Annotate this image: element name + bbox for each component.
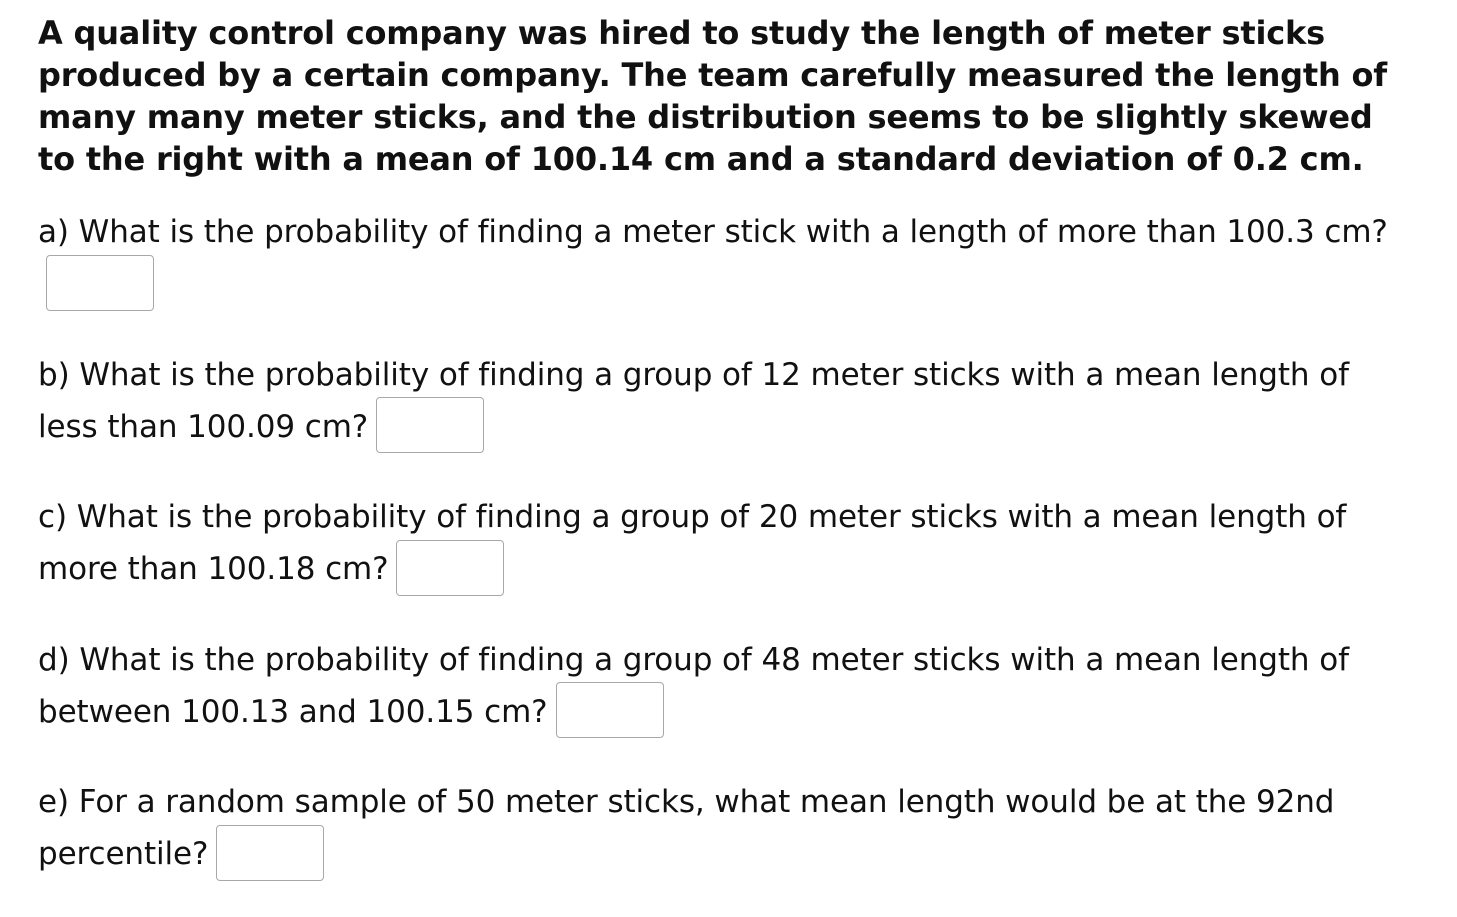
question-c [38, 491, 1417, 596]
question-c-text: c) What is the probability of finding a group of 20 meter sticks with a mean length of more than 100.18 cm? [38, 499, 1347, 587]
question-e [38, 776, 1417, 881]
question-b [38, 349, 1417, 454]
problem-statement: A quality control company was hired to study the length of meter sticks produced by a certain company. The team carefully measured the length of many many meter sticks, and the distribution seems to be slightly skewed to the right with a mean of 100.14 cm and a standard deviation of 0.2 cm. [38, 14, 1387, 178]
answer-c-input[interactable] [396, 540, 504, 596]
answer-b-input[interactable] [376, 397, 484, 453]
answer-d-input[interactable] [556, 682, 664, 738]
question-d [38, 634, 1417, 739]
question-e-text: e) For a random sample of 50 meter sticks, what mean length would be at the 92nd percentile? [38, 784, 1335, 872]
answer-a-input[interactable] [46, 255, 154, 311]
question-a [38, 206, 1417, 311]
question-b-text: b) What is the probability of finding a group of 12 meter sticks with a mean length of less than 100.09 cm? [38, 356, 1349, 445]
answer-e-input[interactable] [216, 825, 324, 881]
question-a-text: a) What is the probability of finding a meter stick with a length of more than 100.3 cm? [38, 214, 1388, 250]
question-d-text: d) What is the probability of finding a group of 48 meter sticks with a mean length of between 100.13 and 100.15 cm? [38, 641, 1349, 730]
